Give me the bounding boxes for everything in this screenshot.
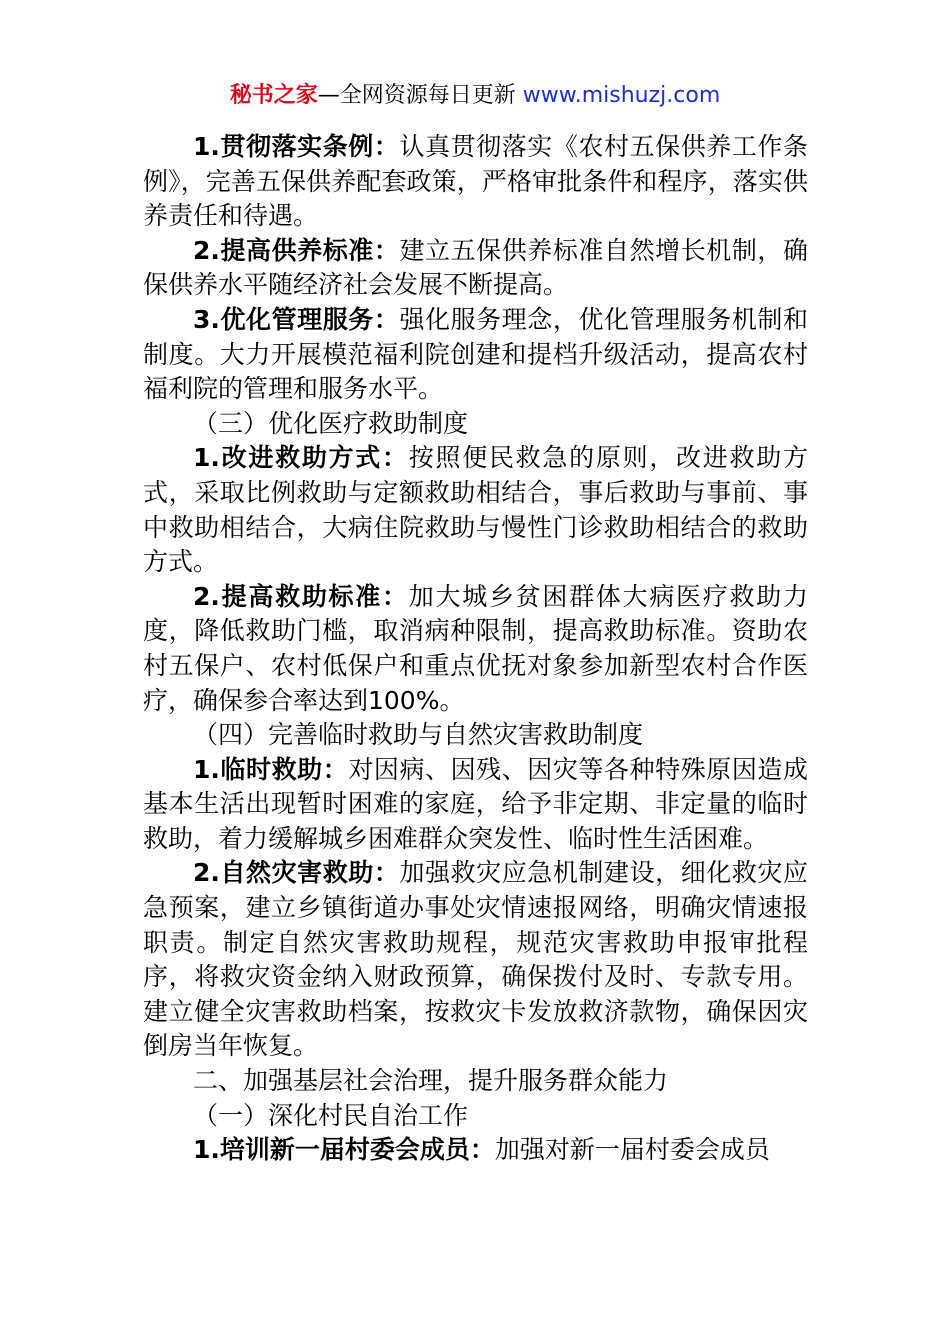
paragraph-text: 二、加强基层社会治理，提升服务群众能力 [193,1066,669,1096]
page-header [0,80,950,112]
paragraph-text: （一）深化村民自治工作 [193,1100,469,1130]
paragraph-text: 强化服务理念，优化管理服务机制和制度。大力开展模范福利院创建和提档升级活动，提高农村福利院的管理和服务水平。 [143,304,808,404]
section-heading-medical-aid [143,407,808,442]
paragraph-lead: 3.优化管理服务： [193,304,400,334]
paragraph-8 [143,753,808,857]
paragraph-text: 加强对新一届村委会成员 [494,1135,770,1165]
paragraph-text: 加强救灾应急机制建设，细化救灾应急预案，建立乡镇街道办事处灾情速报网络，明确灾情速报职责。制定自然灾害救助规程，规范灾害救助申报审批程序，将救灾资金纳入财政预算，确保拨付及时、专款专用。建立健全灾害救助档案，按救灾卡发放救济款物，确保因灾倒房当年恢复。 [143,858,808,1061]
paragraph-lead: 2.提高救助标准： [193,581,409,611]
section-heading-governance [143,1064,808,1099]
paragraph-lead: 2.提高供养标准： [193,235,400,265]
paragraph-lead: 1.改进救助方式： [193,443,409,473]
paragraph-text: （四）完善临时救助与自然灾害救助制度 [193,720,644,750]
paragraph-text: （三）优化医疗救助制度 [193,408,469,438]
header-slogan: —全网资源每日更新 [317,83,523,108]
section-heading-temporary-aid [143,718,808,753]
site-url-link[interactable]: www.mishuzj.com [522,83,721,108]
paragraph-lead: 2.自然灾害救助： [193,858,400,888]
paragraph-text: 按照便民救急的原则，改进救助方式，采取比例救助与定额救助相结合，事后救助与事前、事中救助相结合，大病住院救助与慢性门诊救助相结合的救助方式。 [143,443,808,577]
paragraph-1 [143,130,808,234]
paragraph-lead: 1.贯彻落实条例： [193,132,400,161]
paragraph-3 [143,303,808,407]
paragraph-lead: 1.临时救助： [193,754,349,784]
paragraph-lead: 1.培训新一届村委会成员： [193,1135,495,1165]
paragraph-6 [143,580,808,718]
paragraph-text: 对因病、因残、因灾等各种特殊原因造成基本生活出现暂时困难的家庭，给予非定期、非定量的临时救助，着力缓解城乡困难群众突发性、临时性生活困难。 [143,754,808,853]
paragraph-text: 建立五保供养标准自然增长机制，确保供养水平随经济社会发展不断提高。 [143,235,808,300]
brand-name: 秘书之家 [229,83,318,108]
paragraph-2 [143,234,808,303]
paragraph-5 [143,441,808,579]
paragraph-9 [143,856,808,1064]
paragraph-12 [143,1133,808,1168]
paragraph-text: 认真贯彻落实《农村五保供养工作条例》，完善五保供养配套政策，严格审批条件和程序，落实供养责任和待遇。 [143,132,808,231]
document-body [143,130,808,1168]
paragraph-text: 加大城乡贫困群体大病医疗救助力度，降低救助门槛，取消病种限制，提高救助标准。资助农村五保户、农村低保户和重点优抚对象参加新型农村合作医疗，确保参合率达到100%。 [143,581,808,715]
section-heading-village-autonomy [143,1099,808,1134]
